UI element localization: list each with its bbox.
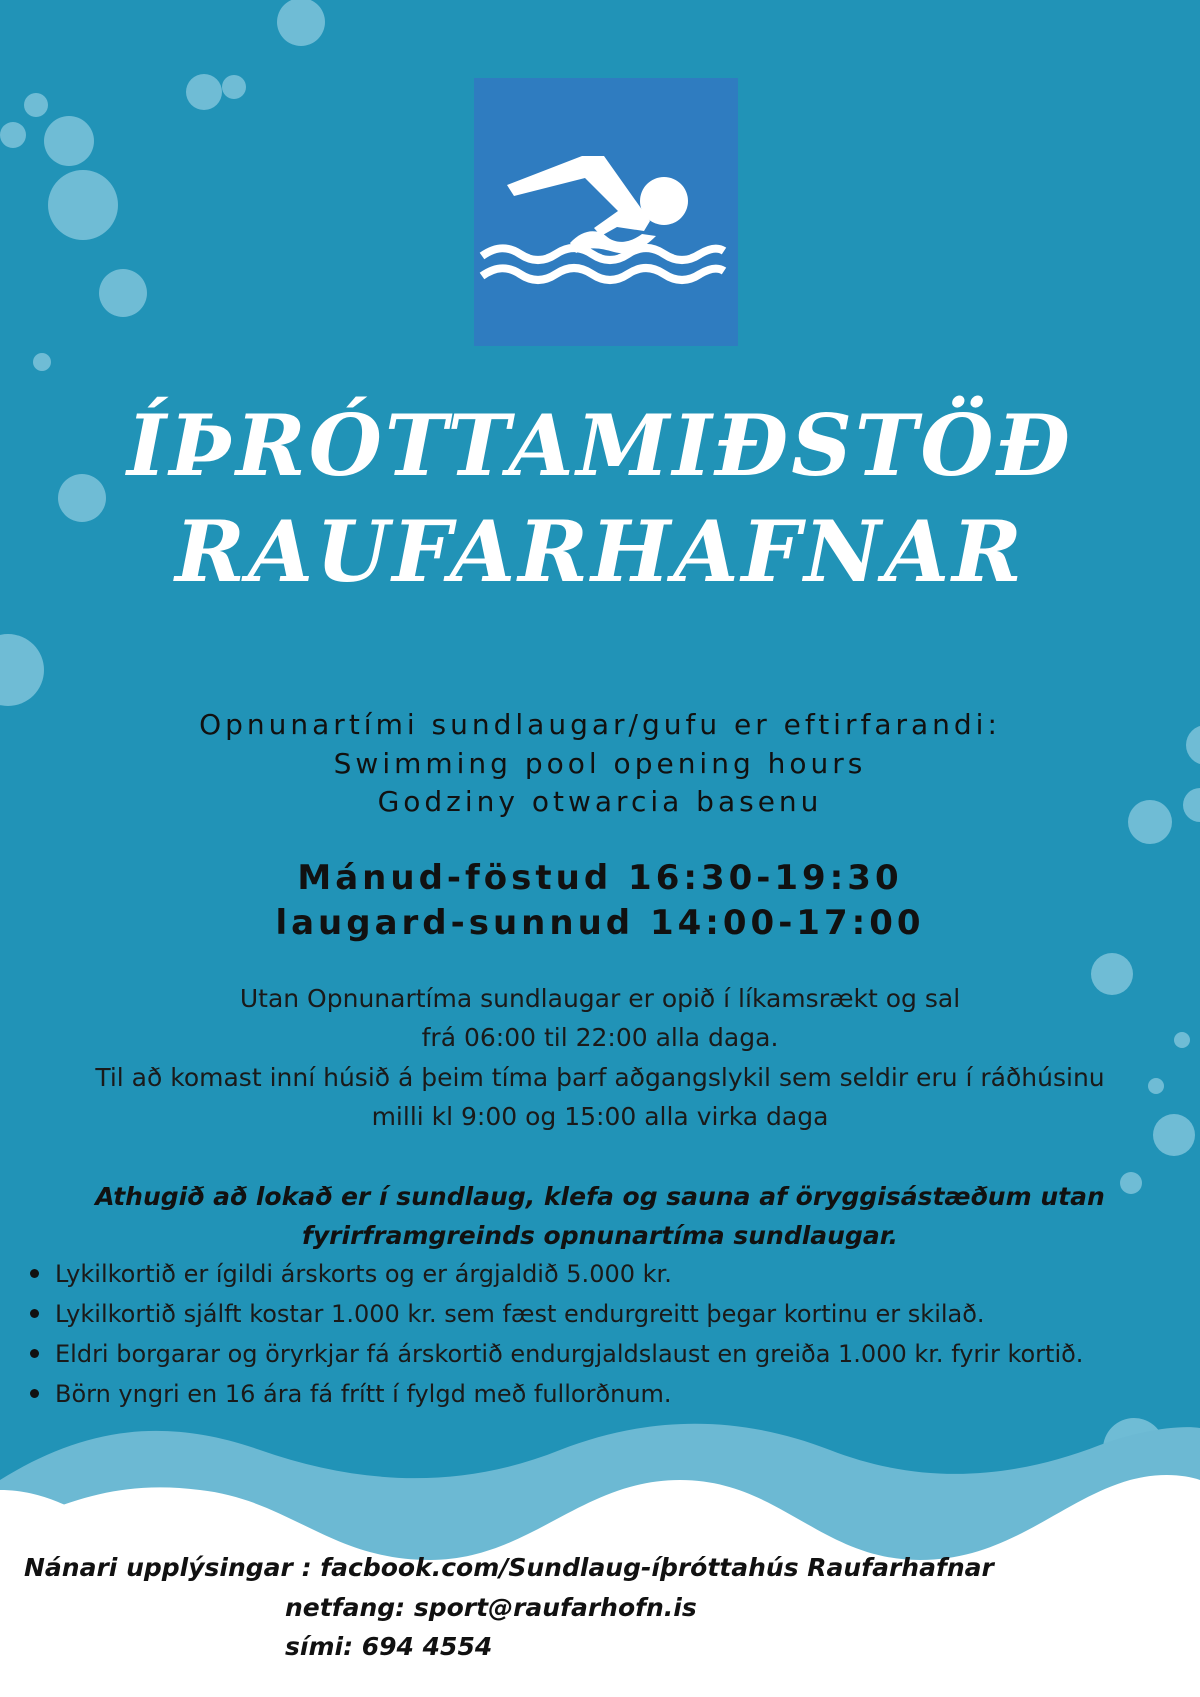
list-item-text: Eldri borgarar og öryrkjar fá árskortið endurgjaldslaust en greiða 1.000 kr. fyrir kortið. — [55, 1340, 1084, 1368]
bullet-icon — [30, 1269, 39, 1278]
info-line-4: milli kl 9:00 og 15:00 alla virka daga — [371, 1102, 829, 1131]
title-line-2: RAUFARHAFNAR — [175, 502, 1025, 601]
subtitle-english: Swimming pool opening hours — [333, 747, 867, 780]
bubble — [0, 634, 44, 706]
list-item-text: Lykilkortið er ígildi árskorts og er árgjaldið 5.000 kr. — [55, 1260, 672, 1288]
weekday-hours: Mánud-föstud 16:30-19:30 — [297, 858, 903, 898]
footer-facebook: Nánari upplýsingar : facbook.com/Sundlaug-íþróttahús Raufarhafnar — [24, 1553, 994, 1582]
bullet-icon — [30, 1309, 39, 1318]
subtitle-icelandic: Opnunartími sundlaugar/gufu er eftirfarandi: — [199, 708, 1001, 741]
swimming-logo — [474, 78, 738, 346]
bubble — [186, 74, 222, 110]
info-line-3: Til að komast inní húsið á þeim tíma þarf aðgangslykil sem seldir eru í ráðhúsinu — [95, 1063, 1105, 1092]
bubble — [0, 122, 26, 148]
bubble — [48, 170, 118, 240]
list-item — [30, 1334, 1200, 1374]
subtitle-polish: Godziny otwarcia basenu — [377, 785, 823, 818]
bubble — [222, 75, 246, 99]
list-item — [30, 1254, 1200, 1294]
footer-email: netfang: sport@raufarhofn.is — [285, 1593, 697, 1622]
title-line-1: ÍÞRÓTTAMIÐSTÖÐ — [127, 396, 1073, 495]
bubble — [277, 0, 325, 46]
bubble — [24, 93, 48, 117]
bullet-icon — [30, 1389, 39, 1398]
footer-phone: sími: 694 4554 — [285, 1632, 493, 1661]
list-item-text: Börn yngri en 16 ára fá frítt í fylgd með fullorðnum. — [55, 1380, 672, 1408]
swimmer-icon — [474, 78, 738, 346]
bubble — [44, 116, 94, 166]
info-line-2: frá 06:00 til 22:00 alla daga. — [421, 1023, 779, 1052]
bubble — [99, 269, 147, 317]
notice-line-1: Athugið að lokað er í sundlaug, klefa og sauna af öryggisástæðum utan — [95, 1182, 1105, 1211]
list-item — [30, 1294, 1200, 1334]
list-item — [30, 1374, 1200, 1414]
list-item-text: Lykilkortið sjálft kostar 1.000 kr. sem fæst endurgreitt þegar kortinu er skilað. — [55, 1300, 985, 1328]
bullet-icon — [30, 1349, 39, 1358]
info-bullet-list — [30, 1254, 1200, 1414]
info-line-1: Utan Opnunartíma sundlaugar er opið í líkamsrækt og sal — [239, 984, 961, 1013]
bubble — [33, 353, 51, 371]
notice-line-2: fyrirframgreinds opnunartíma sundlaugar. — [302, 1221, 898, 1250]
weekend-hours: laugard-sunnud 14:00-17:00 — [275, 903, 925, 943]
